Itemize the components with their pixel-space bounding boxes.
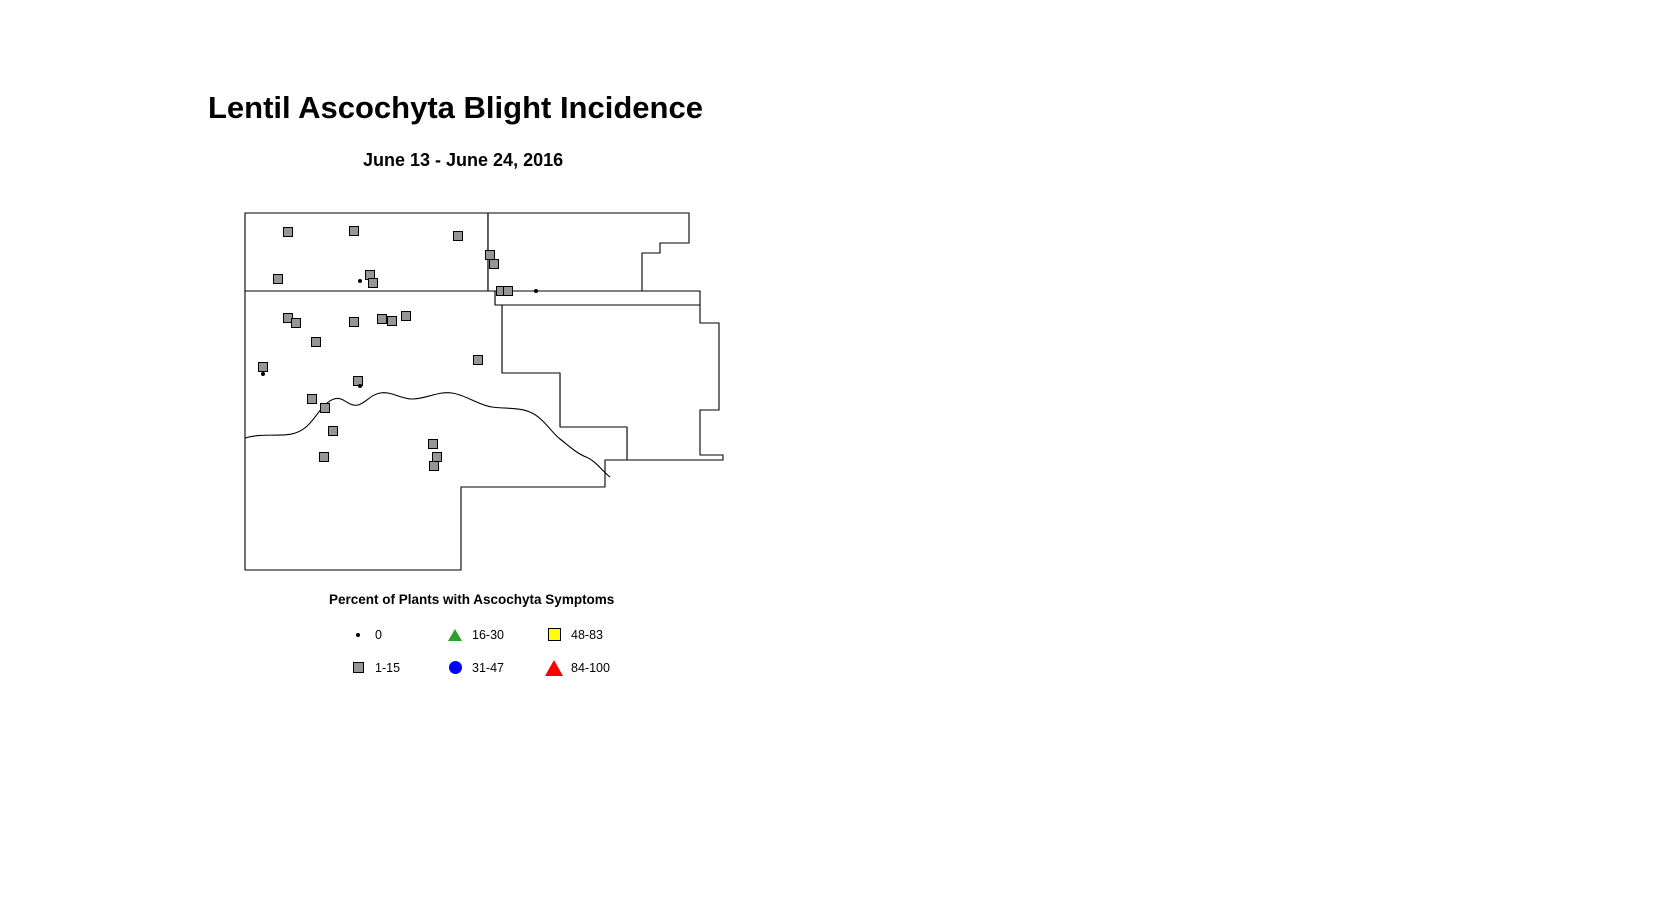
site-marker-1-15 [454, 232, 463, 241]
blue-circle-icon [442, 661, 468, 674]
site-marker-1-15 [490, 260, 499, 269]
green-triangle-icon [442, 629, 468, 641]
legend-label-48-83: 48-83 [571, 627, 603, 642]
site-marker-1-15 [504, 287, 513, 296]
legend-entry-1-15 [345, 651, 400, 684]
legend [345, 618, 675, 684]
site-marker-1-15 [378, 315, 387, 324]
site-marker-1-15 [350, 227, 359, 236]
legend-column-2 [442, 618, 552, 684]
site-marker-1-15 [292, 319, 301, 328]
site-marker-1-15 [284, 228, 293, 237]
site-marker-zero [261, 372, 265, 376]
page-title: Lentil Ascochyta Blight Incidence [208, 90, 703, 125]
legend-label-1-15: 1-15 [375, 660, 401, 675]
region-northeast [488, 213, 689, 291]
legend-label-84-100: 84-100 [571, 660, 610, 675]
site-marker-zero [358, 279, 362, 283]
site-marker-1-15 [320, 453, 329, 462]
yellow-square-icon [541, 628, 567, 641]
legend-column-1 [345, 618, 455, 684]
legend-entry-48-83 [541, 618, 603, 651]
site-marker-1-15 [259, 363, 268, 372]
site-marker-1-15 [474, 356, 483, 365]
legend-label-0: 0 [375, 627, 382, 642]
site-marker-1-15 [321, 404, 330, 413]
gray-square-icon [345, 662, 371, 673]
site-marker-1-15 [429, 440, 438, 449]
legend-title: Percent of Plants with Ascochyta Symptoms [329, 592, 615, 607]
legend-entry-16-30 [442, 618, 504, 651]
site-marker-1-15 [369, 279, 378, 288]
site-marker-1-15 [312, 338, 321, 347]
site-marker-1-15 [274, 275, 283, 284]
site-marker-1-15 [430, 462, 439, 471]
legend-entry-84-100 [541, 651, 610, 684]
site-marker-1-15 [350, 318, 359, 327]
legend-entry-0 [345, 618, 382, 651]
small-black-dot-icon [345, 633, 371, 637]
site-marker-1-15 [329, 427, 338, 436]
red-triangle-icon [541, 660, 567, 676]
legend-label-31-47: 31-47 [472, 660, 504, 675]
site-marker-1-15 [388, 317, 397, 326]
state-outline-map [230, 195, 750, 595]
site-marker-1-15 [402, 312, 411, 321]
legend-label-16-30: 16-30 [472, 627, 504, 642]
site-marker-zero [534, 289, 538, 293]
site-marker-1-15 [486, 251, 495, 260]
legend-column-3 [541, 618, 651, 684]
site-marker-zero [358, 384, 362, 388]
map-canvas[interactable] [230, 195, 750, 595]
site-marker-1-15 [308, 395, 317, 404]
site-marker-1-15 [433, 453, 442, 462]
site-marker-1-15 [354, 377, 363, 386]
legend-entry-31-47 [442, 651, 504, 684]
page-subtitle: June 13 - June 24, 2016 [363, 150, 564, 170]
